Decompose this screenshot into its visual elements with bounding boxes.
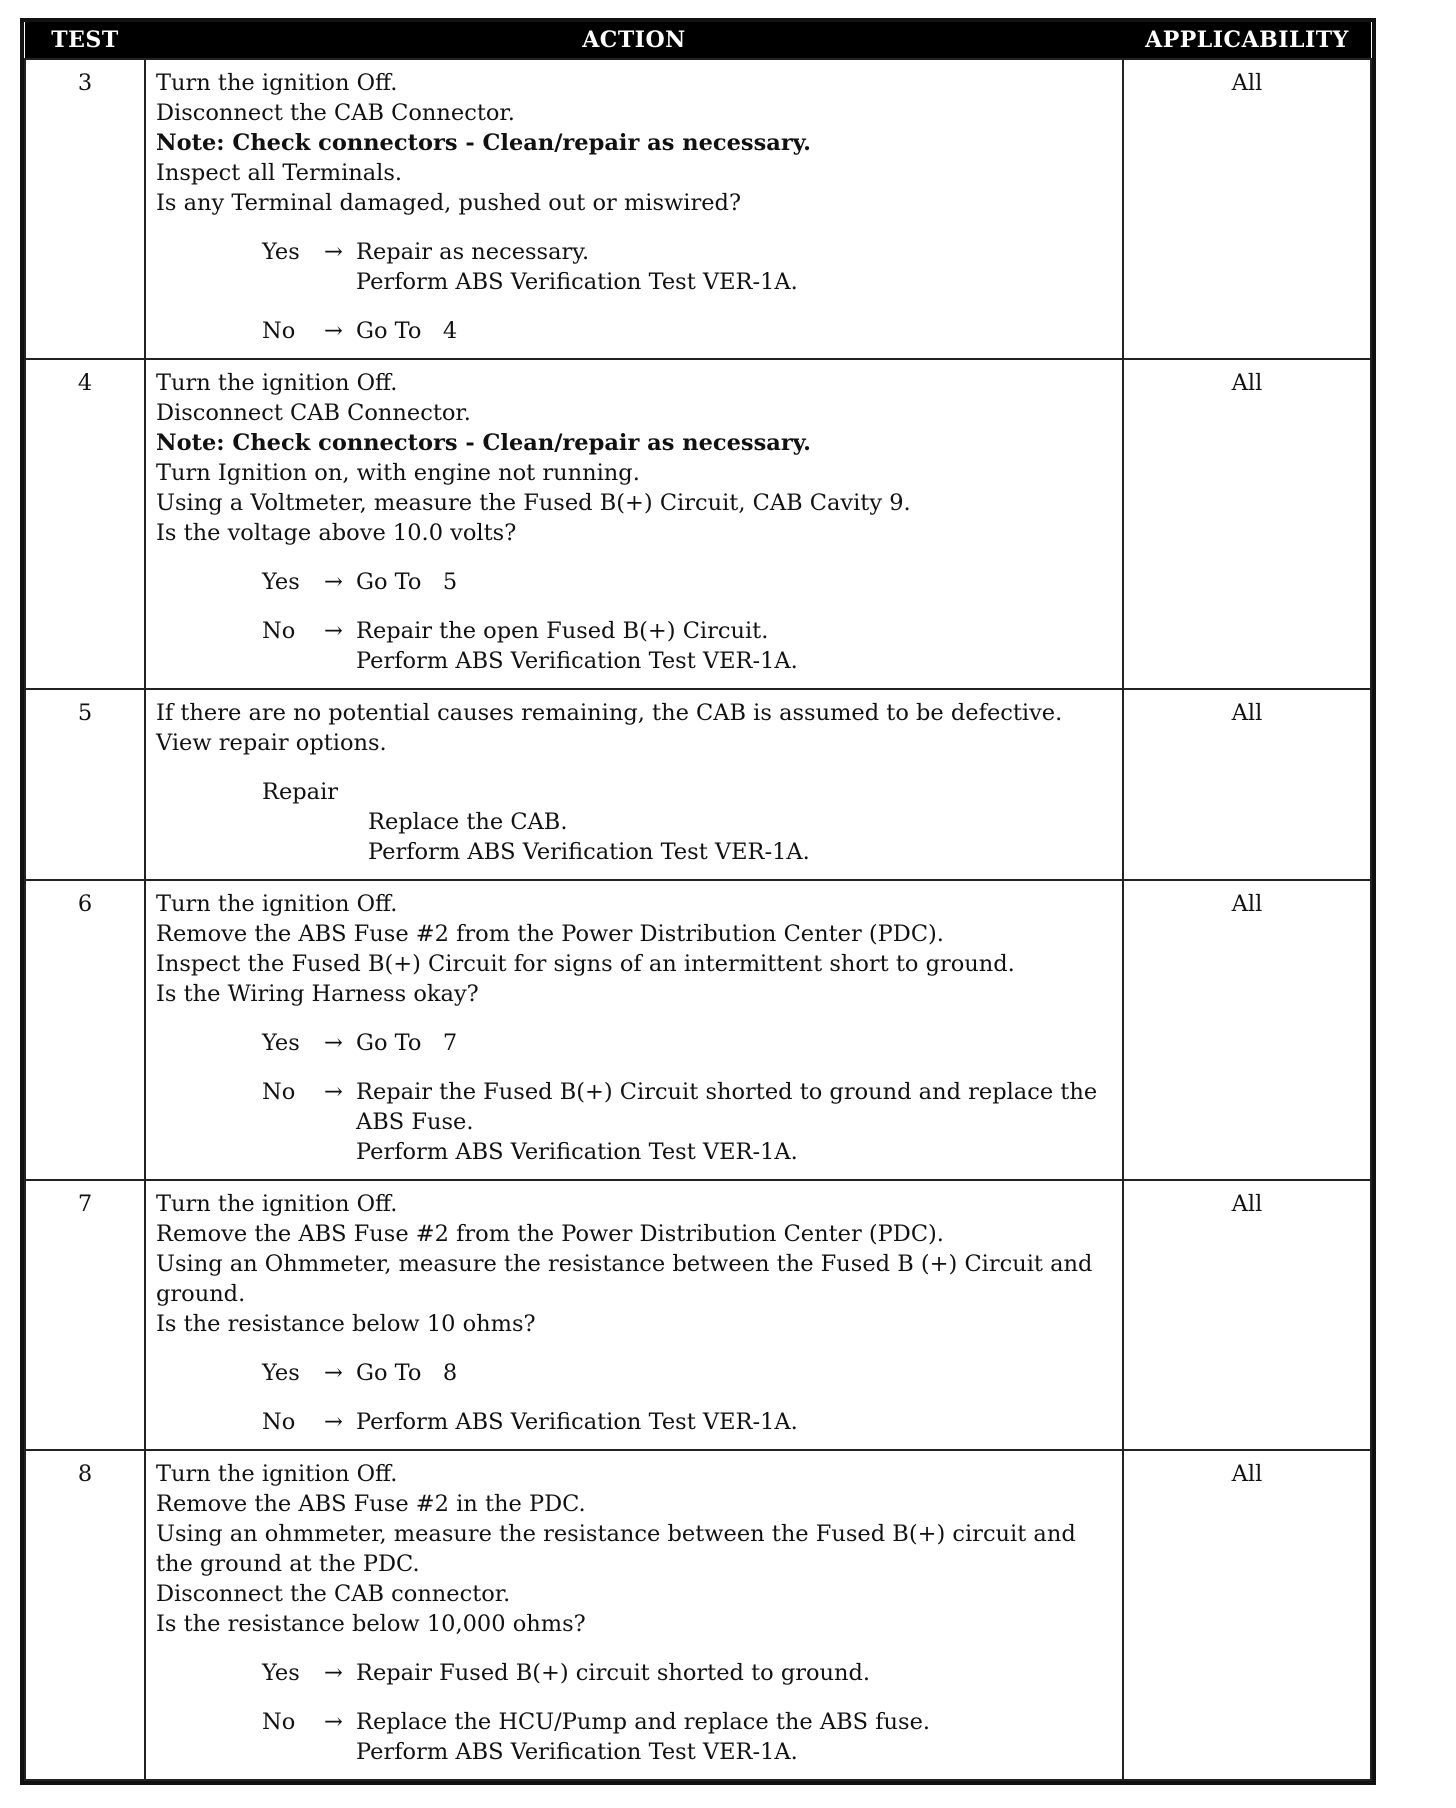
response-text xyxy=(356,1028,1112,1058)
response-label xyxy=(156,237,356,297)
instruction-line: Turn the ignition Off. xyxy=(156,370,398,396)
instruction-line: Is the resistance below 10,000 ohms? xyxy=(156,1611,586,1637)
instruction-line: Is the resistance below 10 ohms? xyxy=(156,1311,536,1337)
response-line: Go To 7 xyxy=(356,1030,458,1056)
instruction-line: Using an ohmmeter, measure the resistance between the Fused B(+) circuit and the ground at the PDC. xyxy=(156,1521,1076,1577)
response-text xyxy=(356,316,1112,346)
arrow-right-icon: → xyxy=(324,1360,343,1386)
table-row xyxy=(25,359,1371,689)
instruction-line: Disconnect the CAB connector. xyxy=(156,1581,511,1607)
arrow-right-icon: → xyxy=(324,1030,343,1056)
header-action: ACTION xyxy=(145,22,1123,59)
test-number: 6 xyxy=(25,880,145,1180)
response-no xyxy=(156,616,1112,676)
response-yes xyxy=(156,237,1112,297)
instruction-line: Turn the ignition Off. xyxy=(156,70,398,96)
response-label xyxy=(156,567,356,597)
response-line: Repair the open Fused B(+) Circuit. xyxy=(356,618,769,644)
table xyxy=(24,22,1372,1781)
response-line: Perform ABS Verification Test VER-1A. xyxy=(356,1739,798,1765)
instruction-line: Using an Ohmmeter, measure the resistance between the Fused B (+) Circuit and ground. xyxy=(156,1251,1093,1307)
response-text xyxy=(356,616,1112,676)
table-row xyxy=(25,1180,1371,1450)
response-yes xyxy=(156,1028,1112,1058)
instruction-line: Turn the ignition Off. xyxy=(156,891,398,917)
repair-label: Repair xyxy=(262,779,339,805)
instruction-line: Inspect all Terminals. xyxy=(156,160,403,186)
test-number: 7 xyxy=(25,1180,145,1450)
action-cell xyxy=(145,1180,1123,1450)
action-cell xyxy=(145,689,1123,880)
response-key: Yes xyxy=(262,239,300,265)
response-yes xyxy=(156,1358,1112,1388)
response-key: Yes xyxy=(262,1030,300,1056)
response-key: Yes xyxy=(262,1660,300,1686)
test-number: 4 xyxy=(25,359,145,689)
instruction-line: Disconnect CAB Connector. xyxy=(156,400,471,426)
response-text xyxy=(356,1407,1112,1437)
applicability-value: All xyxy=(1123,1450,1371,1780)
response-text xyxy=(356,1077,1112,1167)
header-applicability: APPLICABILITY xyxy=(1123,22,1371,59)
arrow-right-icon: → xyxy=(324,569,343,595)
applicability-value: All xyxy=(1123,880,1371,1180)
instruction-line: Using a Voltmeter, measure the Fused B(+) Circuit, CAB Cavity 9. xyxy=(156,490,911,516)
response-line: Perform ABS Verification Test VER-1A. xyxy=(356,648,798,674)
response-label xyxy=(156,1407,356,1437)
instruction-line: Is the voltage above 10.0 volts? xyxy=(156,520,517,546)
instruction-line: Turn the ignition Off. xyxy=(156,1191,398,1217)
response-line: Go To 5 xyxy=(356,569,458,595)
response-no xyxy=(156,1407,1112,1437)
arrow-right-icon: → xyxy=(324,1409,343,1435)
response-line: Perform ABS Verification Test VER-1A. xyxy=(356,1139,798,1165)
response-line: Repair Fused B(+) circuit shorted to ground. xyxy=(356,1660,871,1686)
response-label xyxy=(156,616,356,676)
table-row xyxy=(25,689,1371,880)
response-no xyxy=(156,1707,1112,1767)
response-key: No xyxy=(262,1409,296,1435)
response-key: No xyxy=(262,318,296,344)
arrow-right-icon: → xyxy=(324,239,343,265)
response-label xyxy=(156,1077,356,1167)
action-cell xyxy=(145,59,1123,359)
test-number: 5 xyxy=(25,689,145,880)
test-number: 3 xyxy=(25,59,145,359)
response-no xyxy=(156,316,1112,346)
response-label xyxy=(156,1707,356,1767)
instruction-line: Is any Terminal damaged, pushed out or miswired? xyxy=(156,190,742,216)
response-text xyxy=(356,1358,1112,1388)
response-line: Repair the Fused B(+) Circuit shorted to ground and replace the ABS Fuse. xyxy=(356,1079,1105,1135)
arrow-right-icon: → xyxy=(324,1079,343,1105)
response-yes xyxy=(156,567,1112,597)
arrow-right-icon: → xyxy=(324,318,343,344)
repair-line: Replace the CAB. xyxy=(368,809,568,835)
applicability-value: All xyxy=(1123,1180,1371,1450)
header-test: TEST xyxy=(25,22,145,59)
arrow-right-icon: → xyxy=(324,1660,343,1686)
response-line: Go To 4 xyxy=(356,318,458,344)
response-label xyxy=(156,316,356,346)
repair-line: Perform ABS Verification Test VER-1A. xyxy=(368,839,810,865)
action-cell xyxy=(145,880,1123,1180)
response-line: Perform ABS Verification Test VER-1A. xyxy=(356,269,798,295)
arrow-right-icon: → xyxy=(324,618,343,644)
response-line: Perform ABS Verification Test VER-1A. xyxy=(356,1409,798,1435)
response-no xyxy=(156,1077,1112,1167)
response-label xyxy=(156,1358,356,1388)
response-line: Repair as necessary. xyxy=(356,239,590,265)
table-body xyxy=(25,59,1371,1780)
applicability-value: All xyxy=(1123,59,1371,359)
response-text xyxy=(356,237,1112,297)
instruction-line: If there are no potential causes remaining, the CAB is assumed to be defective. xyxy=(156,700,1063,726)
response-label xyxy=(156,1028,356,1058)
response-yes xyxy=(156,1658,1112,1688)
response-text xyxy=(356,1658,1112,1688)
table-row xyxy=(25,59,1371,359)
response-key: No xyxy=(262,1709,296,1735)
test-number: 8 xyxy=(25,1450,145,1780)
table-row xyxy=(25,880,1371,1180)
response-label xyxy=(156,1658,356,1688)
note-line: Note: Check connectors - Clean/repair as necessary. xyxy=(156,430,811,456)
instruction-line: Inspect the Fused B(+) Circuit for signs of an intermittent short to ground. xyxy=(156,951,1015,977)
arrow-right-icon: → xyxy=(324,1709,343,1735)
applicability-value: All xyxy=(1123,689,1371,880)
table-header-row xyxy=(25,22,1371,59)
response-line: Go To 8 xyxy=(356,1360,458,1386)
instruction-line: Turn the ignition Off. xyxy=(156,1461,398,1487)
instruction-line: Turn Ignition on, with engine not running. xyxy=(156,460,640,486)
note-line: Note: Check connectors - Clean/repair as necessary. xyxy=(156,130,811,156)
action-cell xyxy=(145,1450,1123,1780)
response-text xyxy=(356,1707,1112,1767)
diagnostic-test-table xyxy=(20,18,1376,1785)
table-row xyxy=(25,1450,1371,1780)
action-cell xyxy=(145,359,1123,689)
applicability-value: All xyxy=(1123,359,1371,689)
instruction-line: View repair options. xyxy=(156,730,387,756)
response-key: No xyxy=(262,1079,296,1105)
instruction-line: Disconnect the CAB Connector. xyxy=(156,100,515,126)
response-key: No xyxy=(262,618,296,644)
instruction-line: Remove the ABS Fuse #2 from the Power Distribution Center (PDC). xyxy=(156,921,944,947)
response-text xyxy=(356,567,1112,597)
response-key: Yes xyxy=(262,1360,300,1386)
response-key: Yes xyxy=(262,569,300,595)
instruction-line: Remove the ABS Fuse #2 in the PDC. xyxy=(156,1491,586,1517)
response-line: Replace the HCU/Pump and replace the ABS fuse. xyxy=(356,1709,931,1735)
instruction-line: Is the Wiring Harness okay? xyxy=(156,981,479,1007)
instruction-line: Remove the ABS Fuse #2 from the Power Distribution Center (PDC). xyxy=(156,1221,944,1247)
